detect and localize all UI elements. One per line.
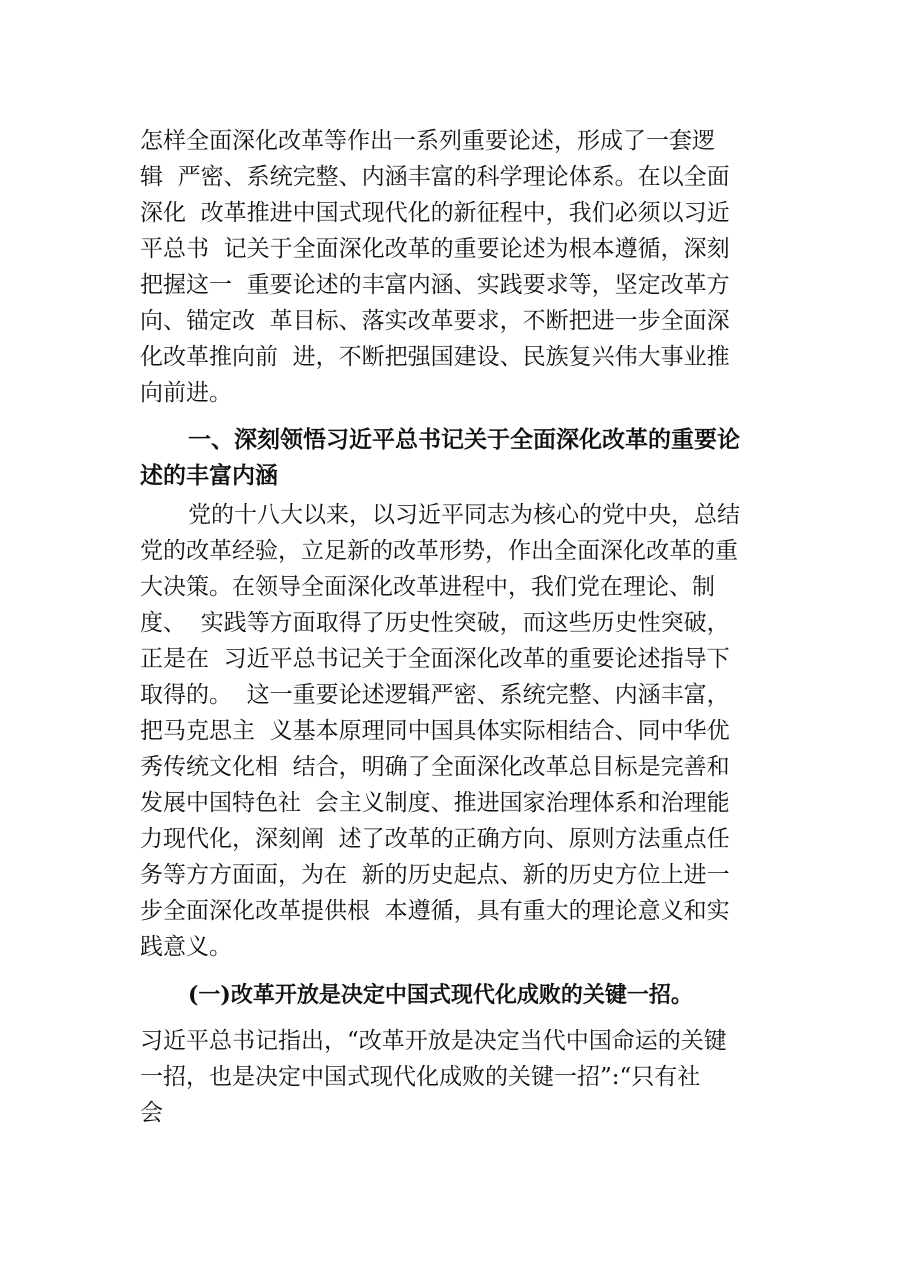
text-line: 深化 改革推进中国式现代化的新征程中，我们必须以习近 <box>140 200 730 226</box>
text-line: 把马克思主 义基本原理同中国具体实际相结合、同中华优 <box>140 718 730 744</box>
text-line: 发展中国特色社 会主义制度、推进国家治理体系和治理能 <box>140 790 730 816</box>
text-line: 怎样全面深化改革等作出一系列重要论述，形成了一套逻 <box>140 128 715 154</box>
text-line: 平总书 记关于全面深化改革的重要论述为根本遵循，深刻 <box>140 236 730 262</box>
text-line: 化改革推向前 进，不断把强国建设、民族复兴伟大事业推 <box>140 344 730 370</box>
text-line: 步全面深化改革提供根 本遵循，具有重大的理论意义和实 <box>140 898 730 924</box>
text-line: 正是在 习近平总书记关于全面深化改革的重要论述指导下 <box>140 646 730 672</box>
text-line: 会 <box>140 1100 163 1126</box>
text-line: 习近平总书记指出，“改革开放是决定当代中国命运的关键 <box>140 1028 727 1054</box>
text-line: 辑 严密、系统完整、内涵丰富的科学理论体系。在以全面 <box>140 164 730 190</box>
section-heading: 述的丰富内涵 <box>140 463 278 489</box>
text-line: 大决策。在领导全面深化改革进程中，我们党在理论、制 <box>140 574 715 600</box>
text-line: 取得的。 这一重要论述逻辑严密、系统完整、内涵丰富， <box>140 682 730 708</box>
text-line: 向、锚定改 革目标、落实改革要求，不断把进一步全面深 <box>140 308 730 334</box>
text-line: 一招，也是决定中国式现代化成败的关键一招”:“只有社 <box>140 1064 701 1090</box>
text-line: 力现代化，深刻阐 述了改革的正确方向、原则方法重点任 <box>140 826 730 852</box>
text-line: 党的改革经验，立足新的改革形势，作出全面深化改革的重 <box>140 538 738 564</box>
text-line: 践意义。 <box>140 934 232 960</box>
text-line: 把握这一 重要论述的丰富内涵、实践要求等，坚定改革方 <box>140 272 730 298</box>
subsection-heading: (一)改革开放是决定中国式现代化成败的关键一招。 <box>188 982 693 1008</box>
text-line: 秀传统文化相 结合，明确了全面深化改革总目标是完善和 <box>140 754 730 780</box>
text-line: 向前进。 <box>140 380 232 406</box>
text-line: 党的十八大以来，以习近平同志为核心的党中央，总结 <box>188 502 740 528</box>
section-heading: 一、深刻领悟习近平总书记关于全面深化改革的重要论 <box>188 427 740 453</box>
text-line: 度、 实践等方面取得了历史性突破，而这些历史性突破， <box>140 610 730 636</box>
text-line: 务等方方面面，为在 新的历史起点、新的历史方位上进一 <box>140 862 730 888</box>
